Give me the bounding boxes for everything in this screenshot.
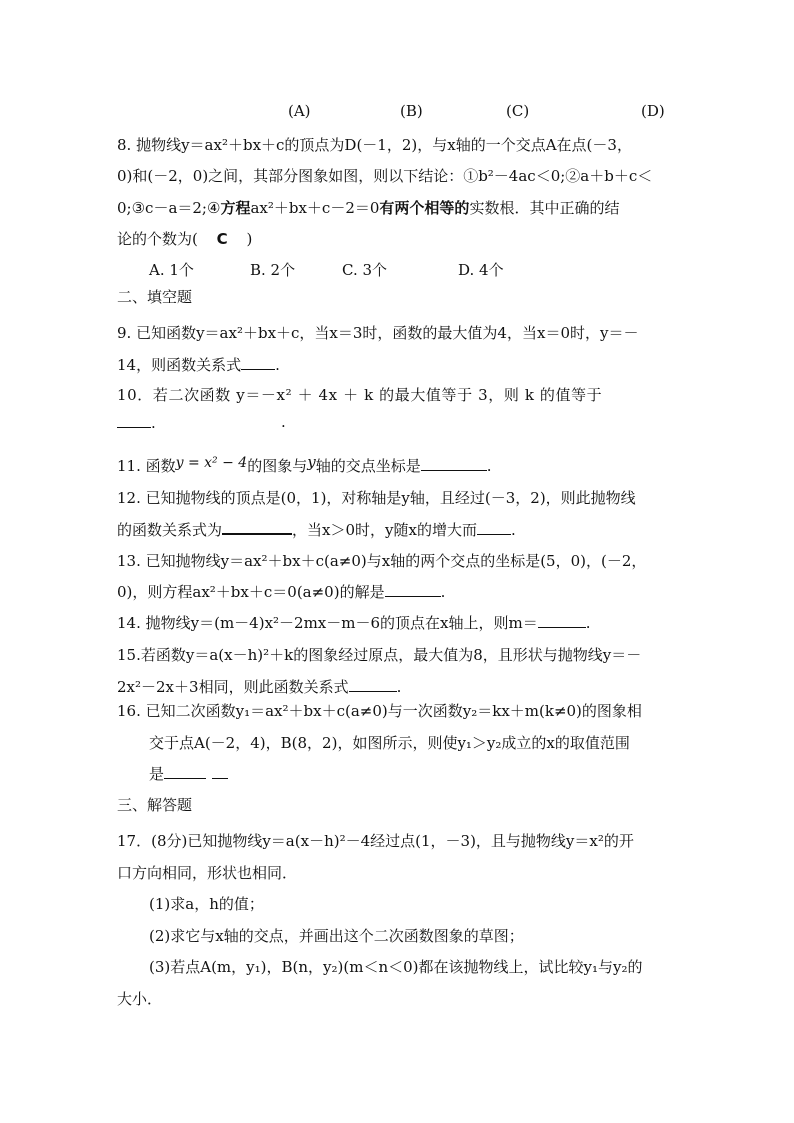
- q9-line-1: 9. 已知函数y＝ax²＋bx＋c，当x＝3时，函数的最大值为4，当x＝0时，y＝－: [117, 324, 639, 342]
- q15-line-2-text: 2x²－2x＋3相同，则此函数关系式: [117, 678, 349, 696]
- q8-option-a: A. 1个: [149, 261, 194, 279]
- q14-end: .: [585, 614, 591, 632]
- q16-line-3-text: 是: [149, 765, 165, 783]
- q8-line-3: [117, 197, 619, 218]
- q8-option-d: D. 4个: [458, 261, 504, 279]
- q8-option-b: B. 2个: [250, 261, 296, 279]
- q11-pre: 11. 函数: [117, 457, 176, 475]
- q9-end: .: [275, 356, 280, 374]
- q10-answer-blank[interactable]: [117, 413, 151, 428]
- q9-line-2-text: 14，则函数关系式: [117, 356, 242, 374]
- q12-end: .: [510, 521, 516, 539]
- q8-equation: ax²＋bx＋c－2＝0: [250, 199, 380, 217]
- q17-part-3: (3)若点A(m，y₁)，B(n，y₂)(m＜n＜0)都在该抛物线上，试比较y₁与y₂的: [149, 958, 643, 976]
- section-3-heading: 三、解答题: [117, 796, 193, 814]
- q9-answer-blank[interactable]: [241, 355, 275, 370]
- option-b-label: (B): [400, 102, 423, 120]
- q8-option-c: C. 3个: [342, 261, 388, 279]
- option-a-label: (A): [288, 102, 311, 120]
- q11-post: 轴的交点坐标是: [315, 457, 421, 475]
- q8-line-2: 0)和(－2，0)之间，其部分图象如图，则以下结论：①b²－4ac＜0;②a＋b＋c＜: [117, 167, 653, 185]
- q16-line-3: [149, 763, 228, 784]
- q12-line-2: [117, 519, 516, 540]
- q11-end: .: [486, 457, 492, 475]
- q11-answer-blank[interactable]: [421, 456, 487, 471]
- q15-answer-blank[interactable]: [349, 677, 397, 692]
- q11-line: [117, 455, 492, 476]
- q17-line-1: 17．(8分)已知抛物线y＝a(x－h)²－4经过点(1，－3)，且与抛物线y＝x²的开: [117, 832, 634, 850]
- q8-bold-1: 方程: [220, 199, 251, 217]
- q16-answer-blank-2[interactable]: [212, 764, 228, 779]
- q10-line-2: [117, 413, 156, 432]
- q14-answer-blank[interactable]: [538, 613, 586, 628]
- q12-line-1: 12. 已知抛物线的顶点是(0，1)，对称轴是y轴，且经过(－3，2)，则此抛物线: [117, 489, 636, 507]
- q13-end: .: [440, 583, 446, 601]
- q8-line-4-post: ): [246, 230, 253, 248]
- q16-answer-blank-1[interactable]: [164, 764, 206, 779]
- q11-axis-var: y: [307, 453, 316, 471]
- q10-end: .: [151, 414, 156, 432]
- q13-line-2-text: 0)，则方程ax²＋bx＋c＝0(a≠0)的解是: [117, 583, 385, 601]
- q15-line-1: 15.若函数y＝a(x－h)²＋k的图象经过原点，最大值为8，且形状与抛物线y＝－: [117, 646, 642, 664]
- q12-answer-blank-2[interactable]: [477, 520, 511, 535]
- q8-line-4: [117, 228, 252, 249]
- q8-line-4-pre: 论的个数为(: [117, 230, 198, 248]
- q11-mid: 的图象与: [247, 457, 308, 475]
- q12-line-2a: 的函数关系式为: [117, 521, 223, 539]
- q14-line: [117, 612, 591, 633]
- q17-line-6: 大小．: [117, 990, 163, 1008]
- q12-answer-blank-1[interactable]: [222, 519, 292, 535]
- q16-line-2: 交于点A(－2，4)，B(8，2)，如图所示，则使y₁＞y₂成立的x的取值范围: [149, 734, 630, 752]
- q10-stray-dot: .: [281, 413, 286, 431]
- q8-line-3-post: 实数根．其中正确的结: [469, 199, 620, 217]
- q14-text: 14. 抛物线y＝(m－4)x²－2mx－m－6的顶点在x轴上，则m＝: [117, 614, 538, 632]
- q17-line-2: 口方向相同，形状也相同．: [117, 864, 298, 882]
- q8-line-3-pre: 0;③c－a＝2;④: [117, 199, 221, 217]
- option-c-label: (C): [506, 102, 530, 120]
- q17-part-2: (2)求它与x轴的交点，并画出这个二次函数图象的草图；: [149, 927, 524, 945]
- q13-line-2: [117, 581, 445, 602]
- q13-line-1: 13. 已知抛物线y＝ax²＋bx＋c(a≠0)与x轴的两个交点的坐标是(5，0)，(－2，: [117, 552, 647, 570]
- q8-bold-2: 有两个相等的: [379, 199, 470, 217]
- q9-line-2: [117, 354, 280, 375]
- q8-line-1: 8. 抛物线y＝ax²＋bx＋c的顶点为D(－1，2)，与x轴的一个交点A在点(－3，: [117, 136, 632, 154]
- section-2-heading: 二、填空题: [117, 288, 193, 306]
- q17-part-1: (1)求a，h的值；: [149, 895, 264, 913]
- q12-line-2b: ，当x＞0时，y随x的增大而: [292, 521, 477, 539]
- q13-answer-blank[interactable]: [385, 582, 441, 597]
- q15-end: .: [396, 678, 402, 696]
- q15-line-2: [117, 676, 401, 697]
- q16-line-1: 16. 已知二次函数y₁＝ax²＋bx＋c(a≠0)与一次函数y₂＝kx＋m(k≠0)的图象相: [117, 702, 642, 720]
- option-d-label: (D): [641, 102, 665, 120]
- q8-answer: C: [216, 230, 228, 248]
- q10-line-1: 10．若二次函数 y＝－x² ＋ 4x ＋ k 的最大值等于 3，则 k 的值等于: [117, 386, 603, 404]
- q11-formula: y = x² − 4: [175, 455, 248, 471]
